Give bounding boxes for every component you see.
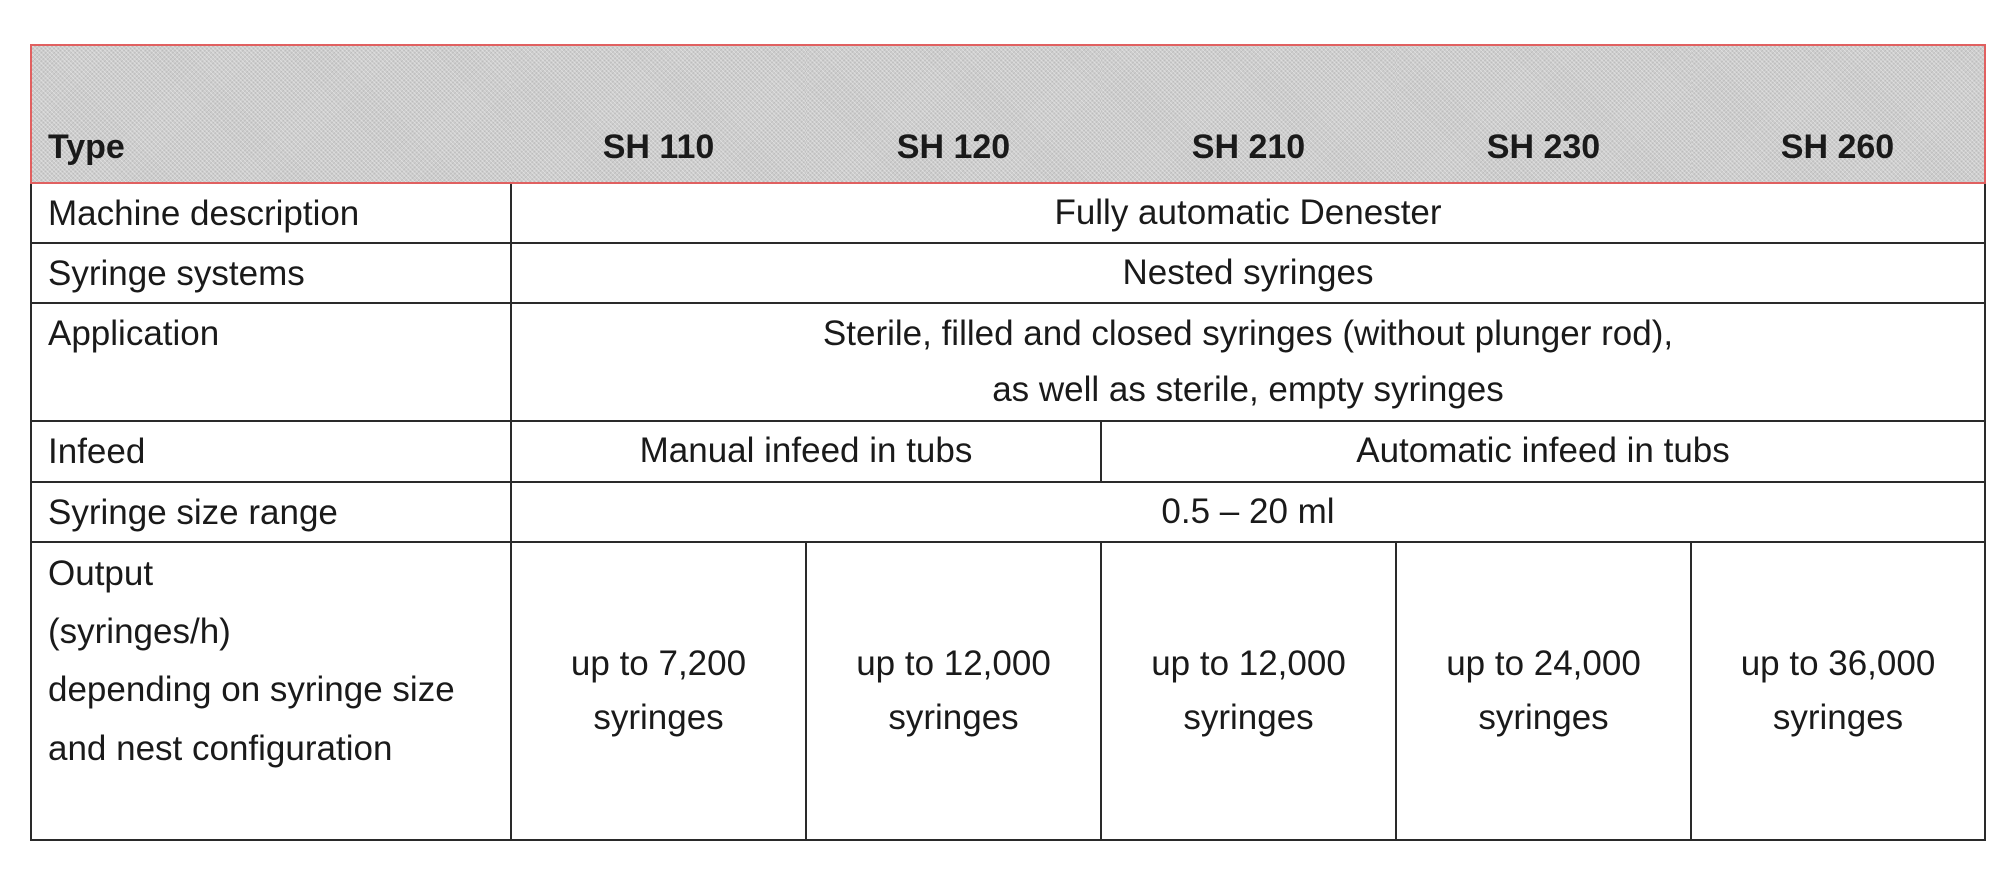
machine-description-label: Machine description	[31, 183, 511, 243]
output-amount: up to 7,200	[570, 643, 747, 683]
model-header-sh120: SH 120	[806, 45, 1101, 183]
output-amount: up to 12,000	[856, 643, 1051, 683]
output-label-line2: (syringes/h)	[48, 612, 231, 651]
model-header-sh110: SH 110	[511, 45, 806, 183]
table-row-syringe-systems	[31, 243, 1985, 303]
output-value-sh230	[1396, 542, 1691, 840]
output-amount: up to 12,000	[1151, 643, 1346, 683]
syringe-systems-label: Syringe systems	[31, 243, 511, 303]
output-unit: syringes	[1183, 697, 1314, 737]
model-header-sh210: SH 210	[1101, 45, 1396, 183]
table-row-infeed	[31, 421, 1985, 481]
model-header-sh260: SH 260	[1691, 45, 1985, 183]
table-row-application	[31, 303, 1985, 421]
output-unit: syringes	[1772, 697, 1904, 737]
output-unit: syringes	[593, 697, 724, 737]
application-value	[511, 303, 1985, 421]
type-header: Type	[31, 45, 511, 183]
application-label: Application	[31, 303, 511, 421]
model-header-sh230: SH 230	[1396, 45, 1691, 183]
infeed-label: Infeed	[31, 421, 511, 481]
application-value-line2: as well as sterile, empty syringes	[992, 370, 1504, 410]
output-value-sh120	[806, 542, 1101, 840]
output-value-sh110	[511, 542, 806, 840]
infeed-manual-value: Manual infeed in tubs	[511, 421, 1101, 481]
syringe-size-range-value: 0.5 – 20 ml	[511, 482, 1985, 542]
output-amount: up to 24,000	[1446, 643, 1641, 683]
output-value-sh260	[1691, 542, 1985, 840]
output-label-line3: depending on syringe size	[48, 670, 455, 710]
syringe-size-range-label: Syringe size range	[31, 482, 511, 542]
table-row-output	[31, 542, 1985, 840]
application-value-line1: Sterile, filled and closed syringes (without plunger rod),	[822, 314, 1674, 354]
output-amount: up to 36,000	[1740, 643, 1936, 683]
table-row-machine-description	[31, 183, 1985, 243]
output-value-sh210	[1101, 542, 1396, 840]
syringe-denester-spec-table	[30, 44, 1986, 841]
output-label-line1: Output	[48, 553, 154, 593]
infeed-automatic-value: Automatic infeed in tubs	[1101, 421, 1985, 481]
machine-description-value: Fully automatic Denester	[511, 183, 1985, 243]
table-header-row	[31, 45, 1985, 183]
output-unit: syringes	[888, 697, 1019, 737]
output-unit: syringes	[1478, 697, 1609, 737]
output-label-line4: and nest configuration	[48, 728, 393, 768]
table-row-syringe-size-range	[31, 482, 1985, 542]
syringe-systems-value: Nested syringes	[511, 243, 1985, 303]
output-label	[31, 542, 511, 840]
